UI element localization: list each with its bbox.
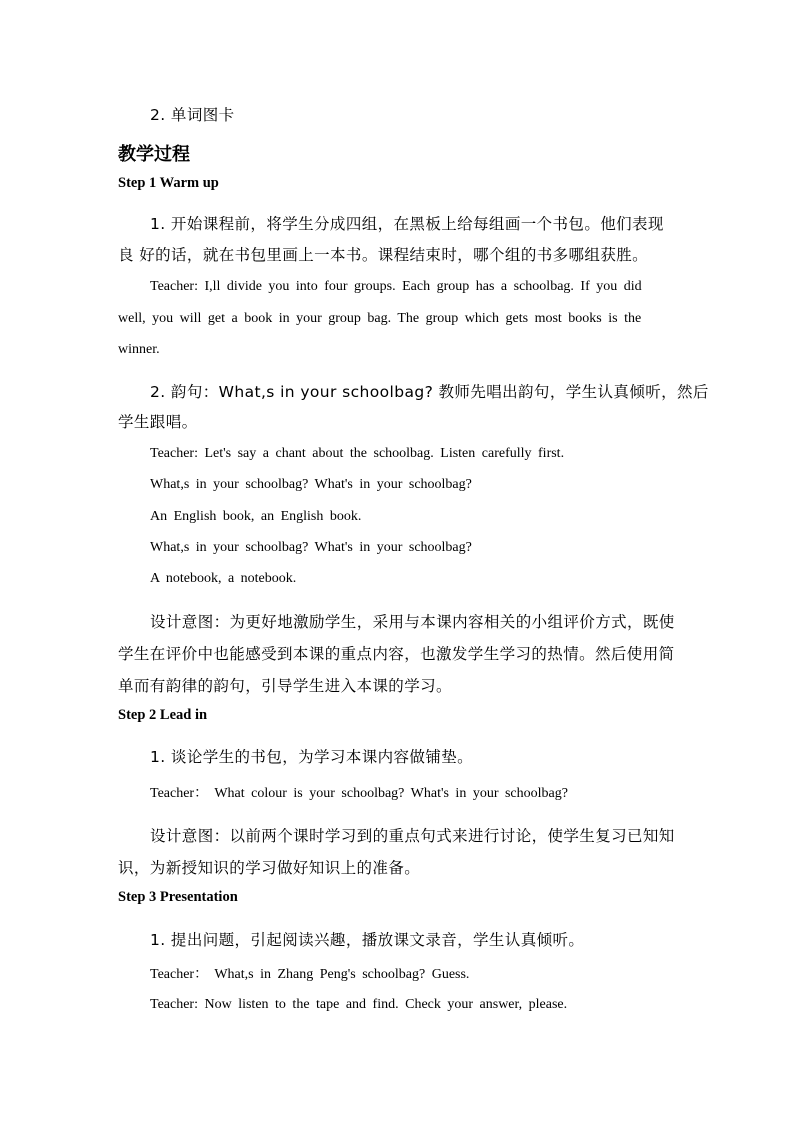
step1-title: Step 1 Warm up xyxy=(118,175,219,191)
step3-title: Step 3 Presentation xyxy=(118,889,238,905)
chant-line: A notebook, a notebook. xyxy=(150,571,297,586)
step2-design-intent-line1: 设计意图：以前两个课时学习到的重点句式来进行讨论，使学生复习已知知 xyxy=(150,827,675,845)
step1-design-intent-line2: 学生在评价中也能感受到本课的重点内容，也激发学生学习的热情。然后使用简 xyxy=(118,645,675,663)
step1-teacher-line2: well, you will get a book in your group bag. The group which gets most books is the xyxy=(118,311,642,326)
step1-design-intent-line3: 单而有韵律的韵句，引导学生进入本课的学习。 xyxy=(118,677,452,695)
step1-paragraph2-line2: 学生跟唱。 xyxy=(118,413,198,431)
step3-teacher-line2: Teacher: Now listen to the tape and find. Check your answer, please. xyxy=(150,997,568,1012)
step2-title: Step 2 Lead in xyxy=(118,707,208,723)
chant-line: What,s in your schoolbag? What's in your schoolbag? xyxy=(150,540,472,555)
chant-line: An English book, an English book. xyxy=(150,509,362,524)
list-item-word-cards: 2. 单词图卡 xyxy=(150,106,235,124)
chant-line: Teacher: Let's say a chant about the schoolbag. Listen carefully first. xyxy=(150,446,565,461)
section-title: 教学过程 xyxy=(118,144,190,165)
step1-teacher-line3: winner. xyxy=(118,342,160,357)
step1-paragraph2-line1: 2. 韵句：What,s in your schoolbag? 教师先唱出韵句，学生认真倾听，然后 xyxy=(150,383,709,401)
step2-teacher-line: Teacher： What colour is your schoolbag? What's in your schoolbag? xyxy=(150,786,568,801)
step1-teacher-line1: Teacher: I,ll divide you into four groups. Each group has a schoolbag. If you did xyxy=(150,279,642,294)
chant-line: What,s in your schoolbag? What's in your schoolbag? xyxy=(150,477,472,492)
step1-design-intent-line1: 设计意图：为更好地激励学生，采用与本课内容相关的小组评价方式，既使 xyxy=(150,613,675,631)
step3-paragraph1: 1. 提出问题，引起阅读兴趣，播放课文录音，学生认真倾听。 xyxy=(150,931,585,949)
step3-teacher-line1: Teacher： What,s in Zhang Peng's schoolbag? Guess. xyxy=(150,967,470,982)
step2-design-intent-line2: 识，为新授知识的学习做好知识上的准备。 xyxy=(118,859,421,877)
step1-paragraph1-line2: 良 好的话，就在书包里画上一本书。课程结束时，哪个组的书多哪组获胜。 xyxy=(118,246,649,264)
step1-paragraph1-line1: 1. 开始课程前，将学生分成四组，在黑板上给每组画一个书包。他们表现 xyxy=(150,215,664,233)
step2-paragraph1: 1. 谈论学生的书包，为学习本课内容做铺垫。 xyxy=(150,748,474,766)
